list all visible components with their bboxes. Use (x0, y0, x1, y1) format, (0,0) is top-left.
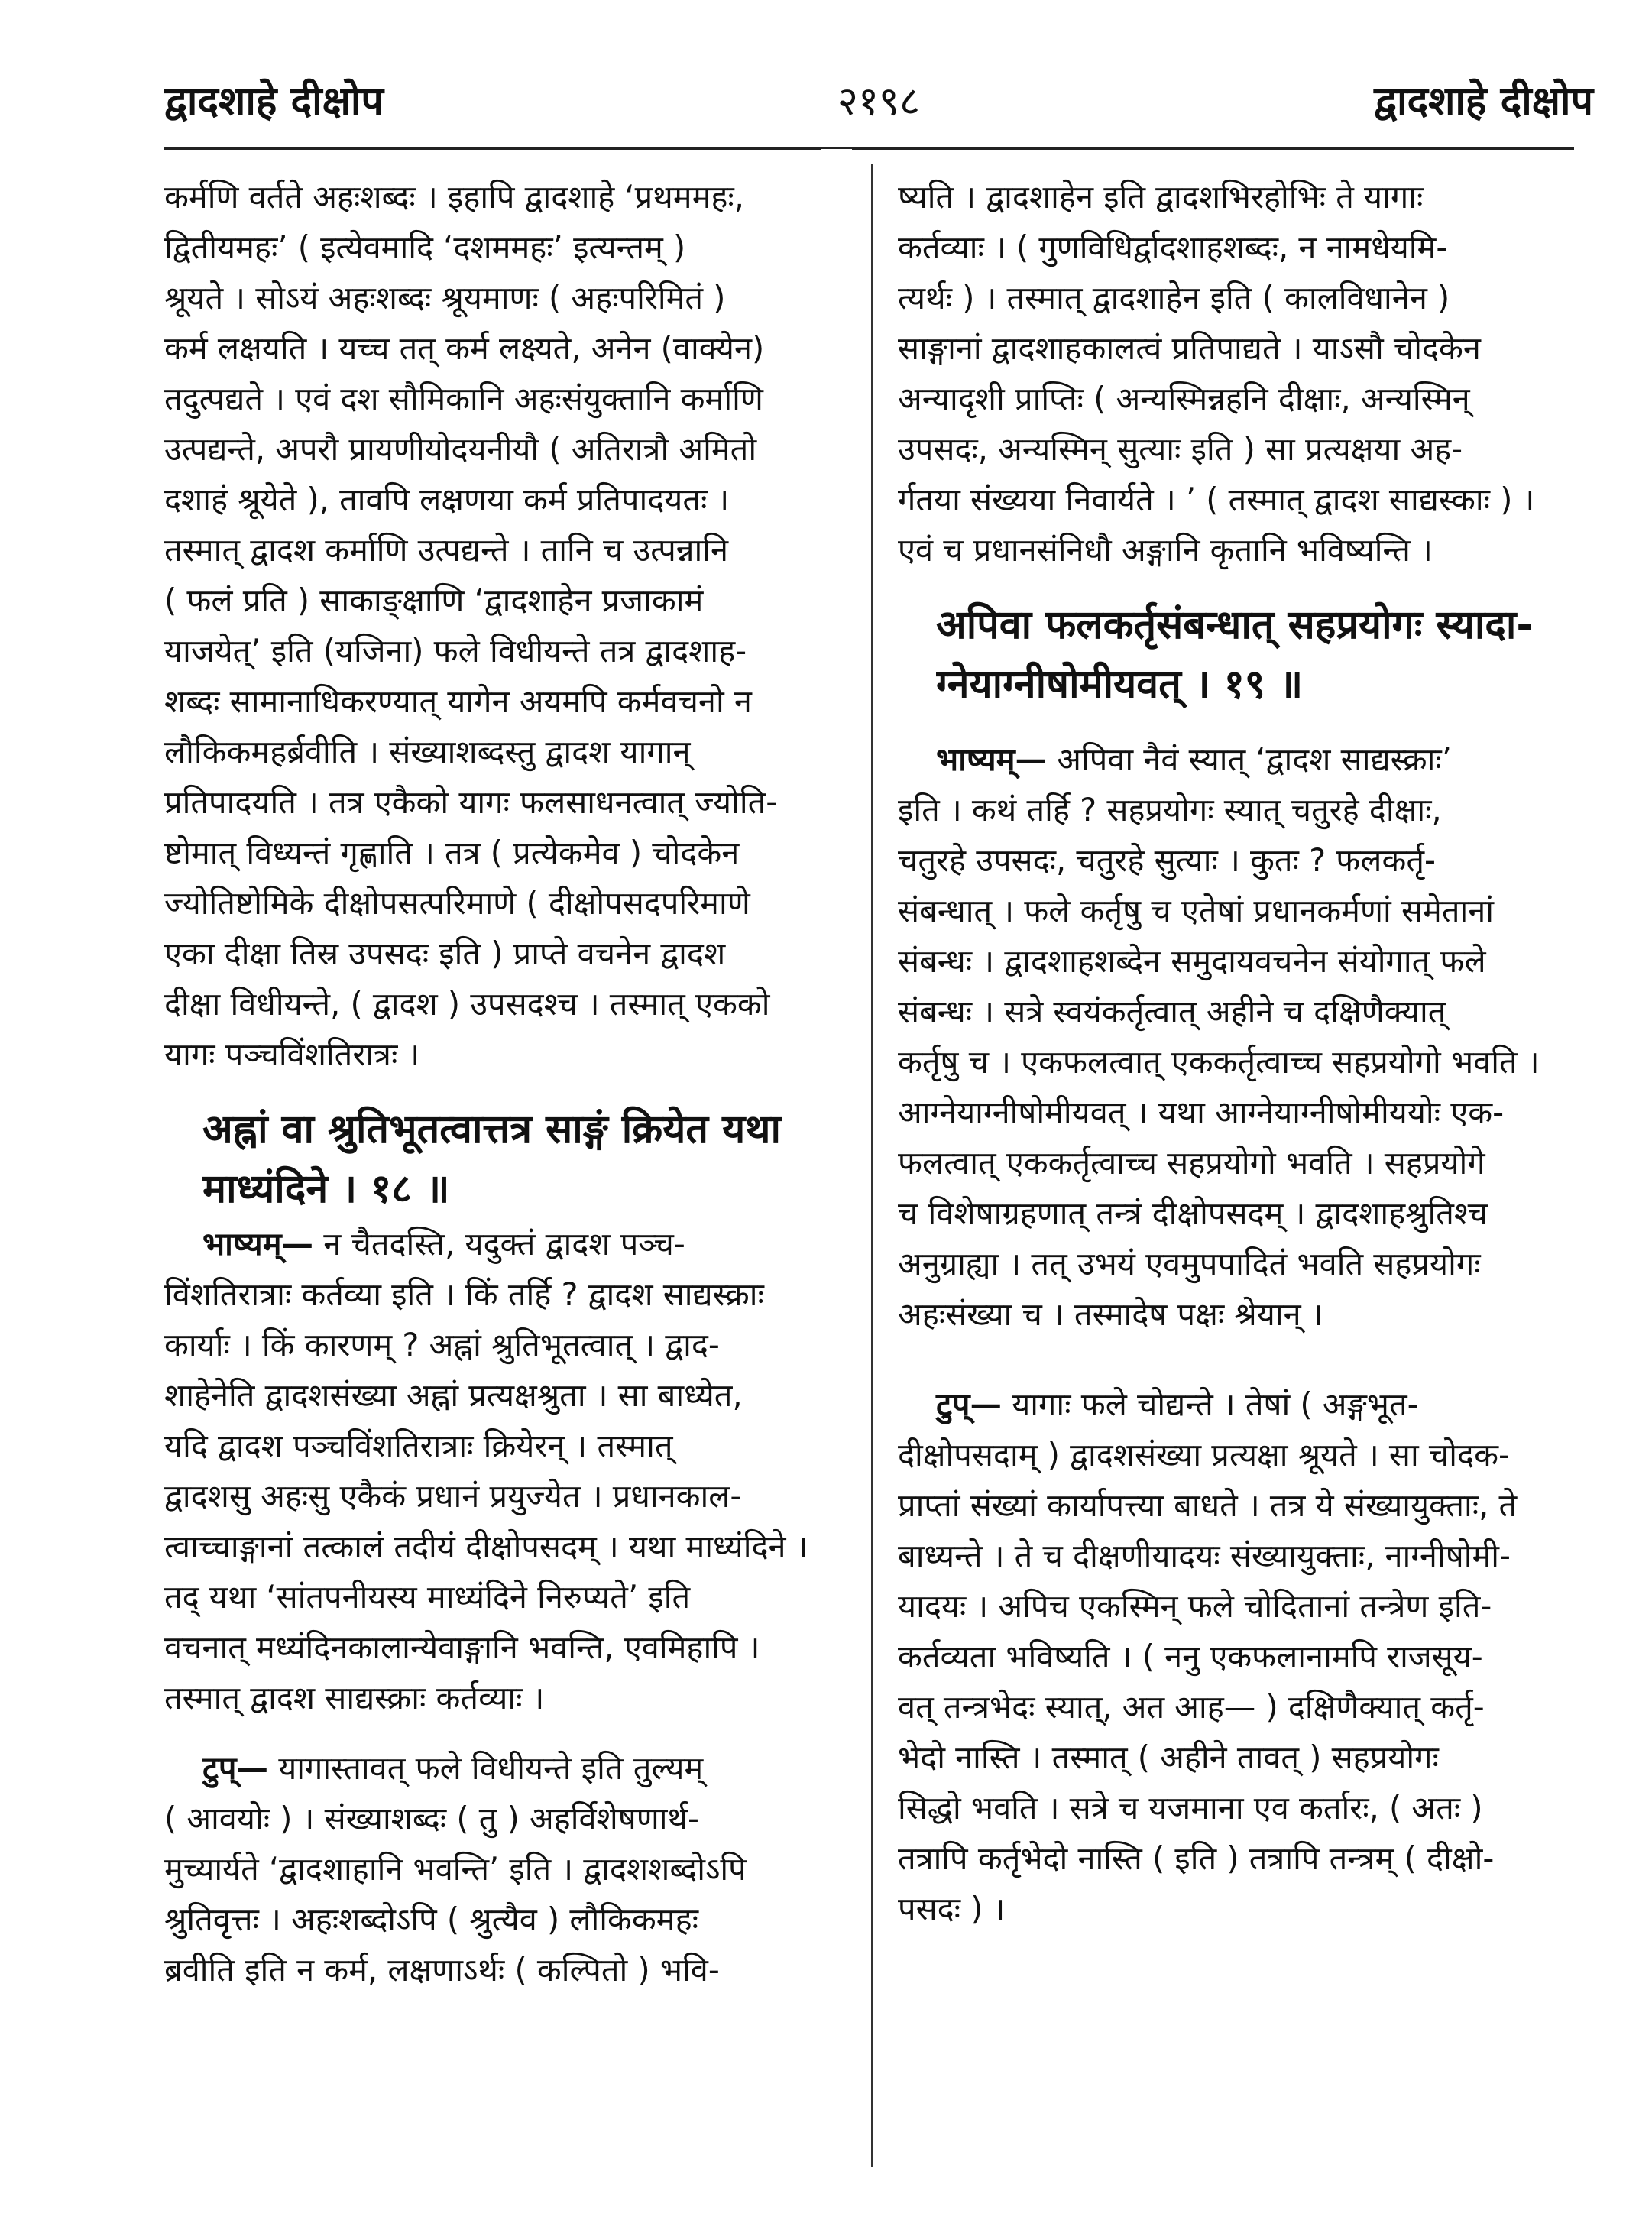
tup-line: सिद्धो भवति । सत्रे च यजमाना एव कर्तारः, ( अतः ) (898, 1789, 1483, 1826)
left-column (164, 172, 852, 1995)
tup-line: दीक्षोपसदाम् ) द्वादशसंख्या प्रत्यक्षा श्रूयते । सा चोदक- (898, 1436, 1510, 1473)
tup-line: मुच्यार्यते ‘द्वादशाहानि भवन्ति’ इति । द्वादशशब्दोऽपि (164, 1850, 747, 1888)
text-line: एका दीक्षा तिस्र उपसदः इति ) प्राप्ते वचनेन द्वादश (164, 935, 726, 972)
right-para-1 (898, 172, 1582, 575)
bhashya-line: आग्नेयाग्नीषोमीयवत् । यथा आग्नेयाग्नीषोमीययोः एक- (898, 1094, 1505, 1131)
sutra-line: माध्यंदिने । १८ ॥ (202, 1166, 450, 1212)
commentary-label: टुप्— (936, 1385, 1002, 1423)
bhashya-line: संबन्धः । सत्रे स्वयंकर्तृत्वात् अहीने च दक्षिणैक्यात् (898, 993, 1446, 1030)
text-line: दशाहं श्रूयेते ), तावपि लक्षणया कर्म प्रतिपादयतः । (164, 481, 730, 518)
bhashya-line: वचनात् मध्यंदिनकालान्येवाङ्गानि भवन्ति, एवमिहापि । (164, 1629, 760, 1666)
text-line: कर्मणि वर्तते अहःशब्दः । इहापि द्वादशाहे ‘प्रथममहः, (164, 178, 744, 216)
bhashya-line: तस्मात् द्वादश साद्यस्क्राः कर्तव्याः । (164, 1679, 545, 1716)
bhashya-line: त्वाच्चाङ्गानां तत्कालं तदीयं दीक्षोपसदम् । यथा माध्यंदिने । (164, 1528, 808, 1565)
left-tup (164, 1743, 852, 1995)
tup-line: ( आवयोः ) । संख्याशब्दः ( तु ) अहर्विशेषणार्थ- (164, 1800, 699, 1837)
bhashya-line: अनुग्राह्या । तत् उभयं एवमुपपादितं भवति सहप्रयोगः (898, 1245, 1481, 1282)
running-header (164, 73, 1593, 134)
tup-line: बाध्यन्ते । ते च दीक्षणीयादयः संख्यायुक्ताः, नाग्नीषोमी- (898, 1537, 1511, 1574)
text-line: लौकिकमहर्ब्रवीति । संख्याशब्दस्तु द्वादश यागान् (164, 733, 691, 770)
text-line: ज्योतिष्टोमिके दीक्षोपसत्परिमाणे ( दीक्षोपसदपरिमाणे (164, 884, 750, 922)
bhashya-line-text: अपिवा नैवं स्यात् ‘द्वादश साद्यस्क्राः’ (1057, 741, 1452, 778)
bhashya-line: कर्तृषु च । एकफलत्वात् एककर्तृत्वाच्च सहप्रयोगो भवति । (898, 1043, 1540, 1081)
bhashya-line: अहःसंख्या च । तस्मादेष पक्षः श्रेयान् । (898, 1295, 1323, 1333)
tup-line: तत्रापि कर्तृभेदो नास्ति ( इति ) तत्रापि तन्त्रम् ( दीक्षो- (898, 1839, 1495, 1877)
text-line: कर्तव्याः । ( गुणविधिर्द्वादशाहशब्दः, न नामधेयमि- (898, 228, 1448, 266)
bhashya-line: फलत्वात् एककर्तृत्वाच्च सहप्रयोगो भवति । सहप्रयोगे (898, 1144, 1485, 1181)
tup-line: श्रुतिवृत्तः । अहःशब्दोऽपि ( श्रुत्यैव ) लौकिकमहः (164, 1901, 699, 1938)
text-line: यागः पञ्चविंशतिरात्रः । (164, 1035, 420, 1073)
bhashya-line (898, 734, 1582, 785)
text-line: उत्पद्यन्ते, अपरौ प्रायणीयोदयनीयौ ( अतिरात्रौ अमितो (164, 430, 757, 468)
bhashya-line-text: न चैतदस्ति, यदुक्तं द्वादश पञ्च- (323, 1225, 685, 1262)
bhashya-line: यदि द्वादश पञ्चविंशतिरात्राः क्रियेरन् । तस्मात् (164, 1427, 673, 1464)
sutra-18 (164, 1100, 852, 1219)
tup-line: ब्रवीति इति न कर्म, लक्षणाऽर्थः ( कल्पितो ) भवि- (164, 1951, 720, 1988)
header-right-title: द्वादशाहे दीक्षोप (1374, 79, 1593, 125)
tup-line-text: यागास्तावत् फले विधीयन्ते इति तुल्यम् (278, 1749, 704, 1787)
tup-line: प्राप्तां संख्यां कार्यापत्त्या बाधते । तत्र ये संख्यायुक्ताः, ते (898, 1486, 1518, 1524)
text-line: कर्म लक्षयति । यच्च तत् कर्म लक्ष्यते, अनेन (वाक्येन) (164, 329, 765, 367)
text-line: शब्दः सामानाधिकरण्यात् यागेन अयमपि कर्मवचनो न (164, 682, 752, 720)
column-divider (871, 164, 873, 2167)
commentary-label: भाष्यम्— (936, 741, 1048, 778)
right-bhashya (898, 734, 1582, 1340)
bhashya-line: च विशेषाग्रहणात् तन्त्रं दीक्षोपसदम् । द्वादशाहश्रुतिश्च (898, 1194, 1488, 1232)
bhashya-line: कार्याः । किं कारणम् ? अह्नां श्रुतिभूतत्वात् । द्वाद- (164, 1326, 720, 1363)
left-bhashya (164, 1219, 852, 1723)
bhashya-line: द्वादशसु अहःसु एकैकं प्रधानं प्रयुज्येत । प्रधानकाल- (164, 1477, 742, 1515)
text-line: ष्टोमात् विध्यन्तं गृह्णाति । तत्र ( प्रत्येकमेव ) चोदकेन (164, 834, 740, 871)
text-line: दीक्षा विधीयन्ते, ( द्वादश ) उपसदश्च । तस्मात् एकको (164, 985, 770, 1022)
text-line: श्रूयते । सोऽयं अहःशब्दः श्रूयमाणः ( अहःपरिमितं ) (164, 279, 726, 316)
right-tup (898, 1379, 1582, 1934)
commentary-label: भाष्यम्— (202, 1225, 314, 1262)
text-line: द्वितीयमहः’ ( इत्येवमादि ‘दशममहः’ इत्यन्तम् ) (164, 228, 686, 266)
bhashya-line: इति । कथं तर्हि ? सहप्रयोगः स्यात् चतुरहे दीक्षाः, (898, 791, 1442, 828)
bhashya-line: शाहेनेति द्वादशसंख्या अह्नां प्रत्यक्षश्रुता । सा बाध्येत, (164, 1376, 743, 1414)
text-line: अन्यादृशी प्राप्तिः ( अन्यस्मिन्नहनि दीक्षाः, अन्यस्मिन् (898, 380, 1470, 417)
tup-line: वत् तन्त्रभेदः स्यात्, अत आह— ) दक्षिणैक्यात् कर्तृ- (898, 1688, 1485, 1726)
text-line: साङ्गानां द्वादशाहकालत्वं प्रतिपाद्यते । याऽसौ चोदकेन (898, 329, 1481, 367)
text-line: तदुत्पद्यते । एवं दश सौमिकानि अहःसंयुक्तानि कर्माणि (164, 380, 763, 417)
sutra-line: ग्नेयाग्नीषोमीयवत् । १९ ॥ (936, 662, 1304, 708)
page-number: २१९८ (837, 79, 921, 125)
bhashya-line: चतुरहे उपसदः, चतुरहे सुत्याः । कुतः ? फलकर्तृ- (898, 841, 1436, 879)
text-line: ष्यति । द्वादशाहेन इति द्वादशभिरहोभिः ते यागाः (898, 178, 1424, 216)
text-line: उपसदः, अन्यस्मिन् सुत्याः इति ) सा प्रत्यक्षया अह- (898, 430, 1463, 468)
tup-line (898, 1379, 1582, 1430)
tup-line (164, 1743, 852, 1794)
bhashya-line: संबन्धात् । फले कर्तृषु च एतेषां प्रधानकर्मणां समेतानां (898, 892, 1494, 929)
header-left-title: द्वादशाहे दीक्षोप (164, 79, 384, 125)
bhashya-line: तद् यथा ‘सांतपनीयस्य माध्यंदिने निरुप्यते’ इति (164, 1578, 691, 1616)
sutra-19 (898, 595, 1582, 715)
left-para-1 (164, 172, 852, 1080)
text-line: ( फलं प्रति ) साकाङ्क्षाणि ‘द्वादशाहेन प्रजाकामं (164, 582, 704, 619)
text-line: त्यर्थः ) । तस्मात् द्वादशाहेन इति ( कालविधानेन ) (898, 279, 1450, 316)
right-column (898, 172, 1582, 1934)
tup-line: पसदः ) । (898, 1890, 1006, 1927)
commentary-label: टुप्— (202, 1749, 268, 1787)
header-rule-middle (810, 147, 856, 149)
tup-line: यादयः । अपिच एकस्मिन् फले चोदितानां तन्त्रेण इति- (898, 1587, 1492, 1625)
sutra-line: अपिवा फलकर्तृसंबन्धात् सहप्रयोगः स्यादा- (936, 602, 1533, 648)
bhashya-line: संबन्धः । द्वादशाहशब्देन समुदायवचनेन संयोगात् फले (898, 942, 1486, 980)
text-line: प्रतिपादयति । तत्र एकैको यागः फलसाधनत्वात् ज्योति- (164, 783, 778, 821)
tup-line: भेदो नास्ति । तस्मात् ( अहीने तावत् ) सहप्रयोगः (898, 1739, 1439, 1776)
bhashya-line: विंशतिरात्राः कर्तव्या इति । किं तर्हि ? द्वादश साद्यस्क्राः (164, 1275, 764, 1313)
sutra-line: अह्नां वा श्रुतिभूतत्वात्तत्र साङ्गं क्रियेत यथा (202, 1107, 781, 1152)
text-line: र्गतया संख्यया निवार्यते । ’ ( तस्मात् द्वादश साद्यस्काः ) । (898, 481, 1535, 518)
text-line: एवं च प्रधानसंनिधौ अङ्गानि कृतानि भविष्यन्ति । (898, 531, 1433, 569)
tup-line: कर्तव्यता भविष्यति । ( ननु एकफलानामपि राजसूय- (898, 1638, 1483, 1675)
text-line: तस्मात् द्वादश कर्माणि उत्पद्यन्ते । तानि च उत्पन्नानि (164, 531, 728, 569)
header-rule-left (164, 147, 821, 150)
tup-line-text: यागाः फले चोद्यन्ते । तेषां ( अङ्गभूत- (1012, 1385, 1419, 1423)
bhashya-line (164, 1219, 852, 1269)
header-rule-right (852, 147, 1574, 150)
text-line: याजयेत्’ इति (यजिना) फले विधीयन्ते तत्र द्वादशाह- (164, 632, 747, 669)
